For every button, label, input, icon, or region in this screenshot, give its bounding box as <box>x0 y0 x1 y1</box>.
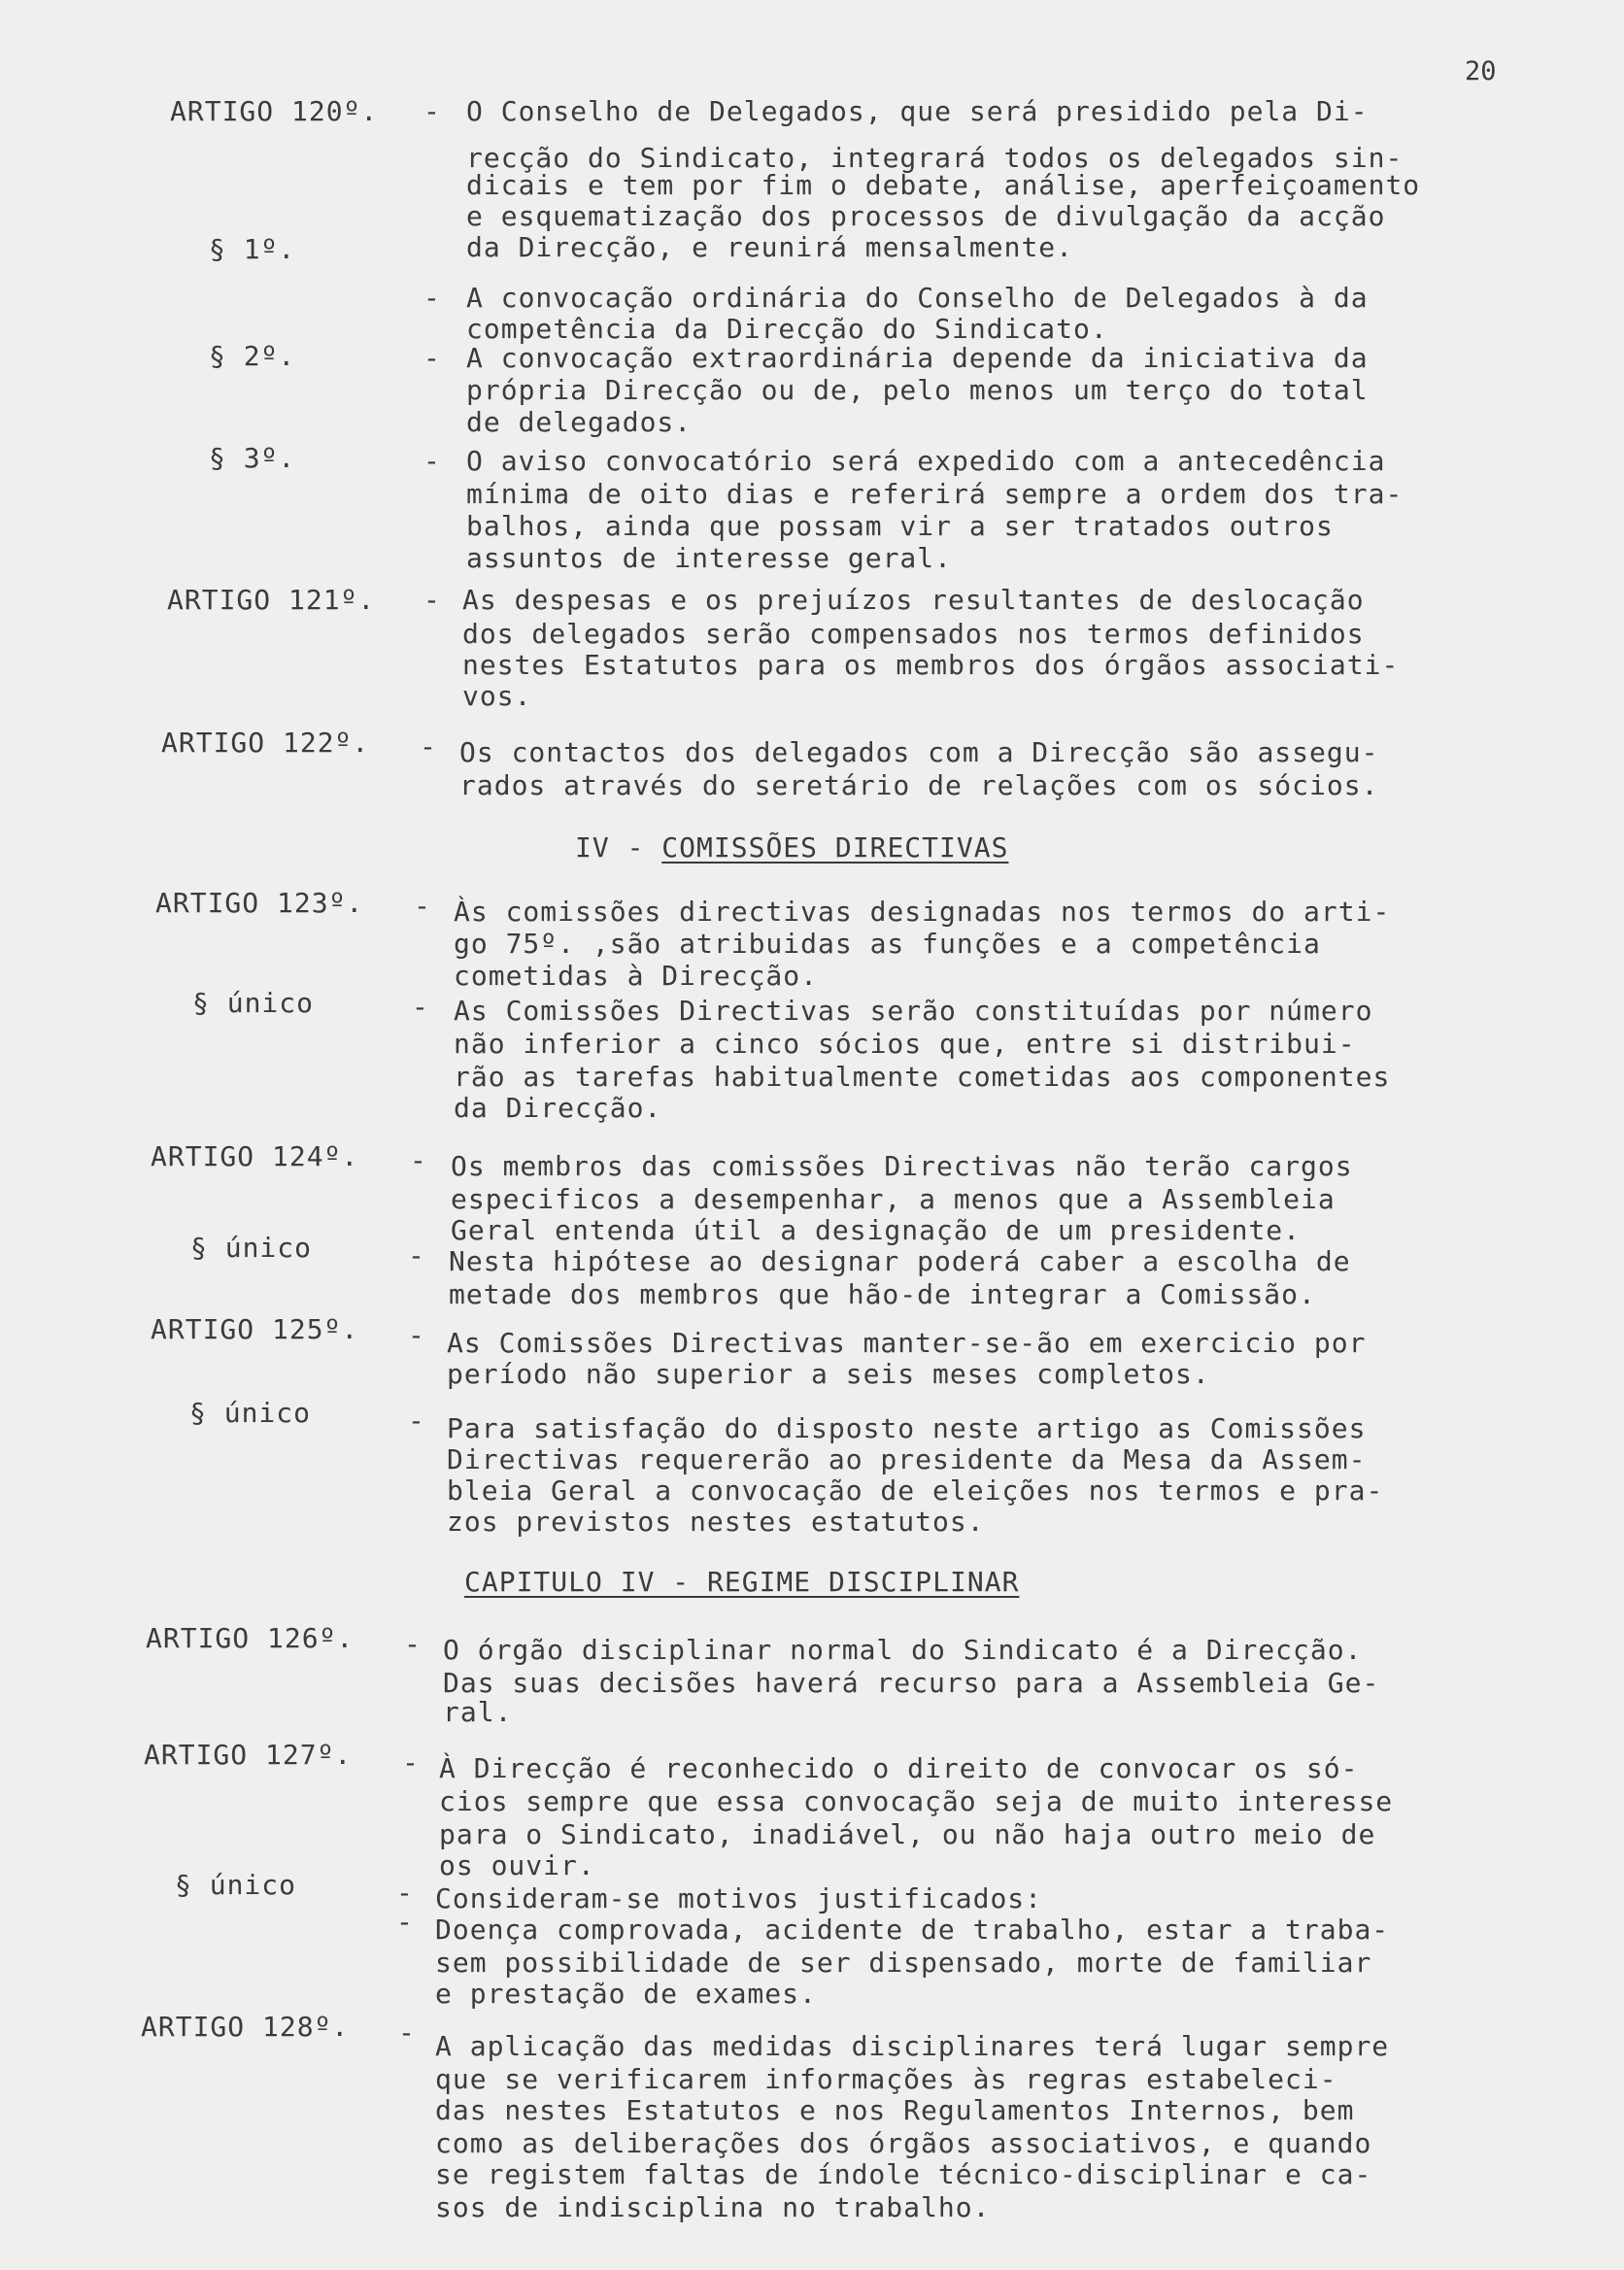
dash-separator: - <box>420 730 436 762</box>
dash-separator: - <box>410 1144 426 1176</box>
text-line: zos previstos nestes estatutos. <box>447 1506 985 1538</box>
text-line: dos delegados serão compensados nos termos definidos <box>462 618 1365 650</box>
text-line: As despesas e os prejuízos resultantes de deslocação <box>462 584 1365 616</box>
text-line: bleia Geral a convocação de eleições nos termos e pra- <box>447 1474 1384 1507</box>
text-line: vos. <box>462 680 532 712</box>
text-line: cometidas à Direcção. <box>454 960 819 992</box>
text-line: metade dos membros que hão-de integrar a Comissão. <box>449 1278 1316 1310</box>
dash-separator: - <box>423 342 440 374</box>
text-line: À Direcção é reconhecido o direito de convocar os só- <box>439 1752 1359 1784</box>
text-line: os ouvir. <box>439 1849 595 1881</box>
text-line: ral. <box>443 1696 513 1728</box>
paragraph-label: § único <box>190 1232 313 1264</box>
text-line: A aplicação das medidas disciplinares terá lugar sempre <box>435 2030 1390 2062</box>
paragraph-label: § 1º. <box>209 233 296 265</box>
text-line: Das suas decisões haverá recurso para a Assembleia Ge- <box>443 1667 1380 1699</box>
text-line: O aviso convocatório será expedido com a antecedência <box>466 445 1386 477</box>
text-line: especificos a desempenhar, a menos que a Assembleia <box>451 1183 1336 1215</box>
text-line: go 75º. ,são atribuidas as funções e a competência <box>454 928 1321 960</box>
text-line: da Direcção. <box>454 1092 662 1124</box>
text-line: período não superior a seis meses completos. <box>447 1358 1210 1390</box>
text-line: As Comissões Directivas serão constituídas por número <box>454 995 1373 1027</box>
text-line: Os membros das comissões Directivas não terão cargos <box>451 1150 1353 1182</box>
text-line: O órgão disciplinar normal do Sindicato é a Direcção. <box>443 1634 1363 1666</box>
text-line: e esquematização dos processos de divulgação da acção <box>466 200 1386 232</box>
article-label: ARTIGO 123º. <box>155 887 364 919</box>
dash-separator: - <box>398 2016 415 2049</box>
paragraph-label: § único <box>192 987 315 1019</box>
page-number: 20 <box>1465 56 1497 86</box>
article-label: ARTIGO 121º. <box>167 584 376 616</box>
article-label: ARTIGO 126º. <box>146 1622 355 1654</box>
dash-separator: - <box>423 584 440 616</box>
article-label: ARTIGO 120º. <box>170 95 379 127</box>
text-line: Doença comprovada, acidente de trabalho, estar a traba- <box>435 1914 1390 1946</box>
text-line: sos de indisciplina no trabalho. <box>435 2191 991 2223</box>
dash-separator: - <box>408 1405 424 1437</box>
text-line: cios sempre que essa convocação seja de muito interesse <box>439 1785 1394 1817</box>
dash-separator: - <box>412 991 428 1023</box>
text-line: Nesta hipótese ao designar poderá caber a escolha de <box>449 1245 1351 1277</box>
article-label: ARTIGO 125º. <box>151 1313 359 1345</box>
dash-separator: - <box>408 1319 424 1351</box>
article-label: ARTIGO 127º. <box>144 1739 353 1771</box>
text-line: competência da Direcção do Sindicato. <box>466 313 1108 345</box>
chapter-heading <box>464 1566 1019 1598</box>
text-line: nestes Estatutos para os membros dos órgãos associati- <box>462 649 1400 681</box>
chapter-heading-title: CAPITULO IV - REGIME DISCIPLINAR <box>464 1566 1020 1598</box>
article-label: ARTIGO 122º. <box>161 727 370 759</box>
text-line: dicais e tem por fim o debate, análise, aperfeiçoamento <box>466 169 1421 201</box>
text-line: balhos, ainda que possam vir a ser tratados outros <box>466 510 1334 542</box>
text-line: não inferior a cinco sócios que, entre si distribui- <box>454 1028 1356 1060</box>
article-label: ARTIGO 128º. <box>141 2011 350 2043</box>
text-line: recção do Sindicato, integrará todos os delegados sin- <box>466 142 1404 174</box>
dash-separator: - <box>396 1906 413 1938</box>
text-line: A convocação extraordinária depende da iniciativa da <box>466 342 1369 374</box>
text-line: e prestação de exames. <box>435 1978 817 2010</box>
paragraph-label: § 3º. <box>209 442 296 474</box>
dash-separator: - <box>404 1628 421 1660</box>
text-line: como as deliberações dos órgãos associativos, e quando <box>435 2127 1372 2159</box>
text-line: Para satisfação do disposto neste artigo as Comissões <box>447 1412 1367 1444</box>
text-line: mínima de oito dias e referirá sempre a ordem dos tra- <box>466 478 1404 510</box>
article-label: ARTIGO 124º. <box>151 1140 359 1172</box>
text-line: rão as tarefas habitualmente cometidas aos componentes <box>454 1061 1391 1093</box>
dash-separator: - <box>414 890 430 922</box>
paragraph-label: § 2º. <box>209 340 296 372</box>
section-heading-title: COMISSÕES DIRECTIVAS <box>661 831 1009 864</box>
text-line: das nestes Estatutos e nos Regulamentos Internos, bem <box>435 2094 1355 2126</box>
text-line: para o Sindicato, inadiável, ou não haja outro meio de <box>439 1818 1376 1850</box>
text-line: da Direcção, e reunirá mensalmente. <box>466 231 1074 263</box>
dash-separator: - <box>423 95 440 127</box>
text-line: Às comissões directivas designadas nos termos do arti- <box>454 896 1391 928</box>
text-line: A convocação ordinária do Conselho de Delegados à da <box>466 282 1369 314</box>
text-line: se registem faltas de índole técnico-disciplinar e ca- <box>435 2158 1372 2190</box>
text-line: O Conselho de Delegados, que será presidido pela Di- <box>466 95 1369 127</box>
text-line: sem possibilidade de ser dispensado, morte de familiar <box>435 1947 1372 1979</box>
paragraph-label: § único <box>189 1397 312 1429</box>
dash-separator: - <box>423 282 440 314</box>
text-line: própria Direcção ou de, pelo menos um terço do total <box>466 374 1369 406</box>
text-line: As Comissões Directivas manter-se-ão em exercicio por <box>447 1327 1367 1359</box>
dash-separator: - <box>423 445 440 477</box>
text-line: Geral entenda útil a designação de um presidente. <box>451 1214 1302 1246</box>
dash-separator: - <box>396 1877 413 1909</box>
text-line: que se verificarem informações às regras estabeleci- <box>435 2063 1337 2095</box>
text-line: Directivas requererão ao presidente da Mesa da Assem- <box>447 1443 1367 1475</box>
section-heading <box>575 831 1008 864</box>
text-line: rados através do seretário de relações com os sócios. <box>459 769 1379 801</box>
dash-separator: - <box>402 1746 419 1779</box>
section-heading-prefix: IV - <box>575 831 662 864</box>
text-line: assuntos de interesse geral. <box>466 542 953 574</box>
text-line: de delegados. <box>466 406 693 438</box>
text-line: Os contactos dos delegados com a Direcção são assegu- <box>459 736 1379 768</box>
dash-separator: - <box>408 1239 424 1271</box>
text-line: Consideram-se motivos justificados: <box>435 1882 1043 1914</box>
paragraph-label: § único <box>175 1869 297 1901</box>
